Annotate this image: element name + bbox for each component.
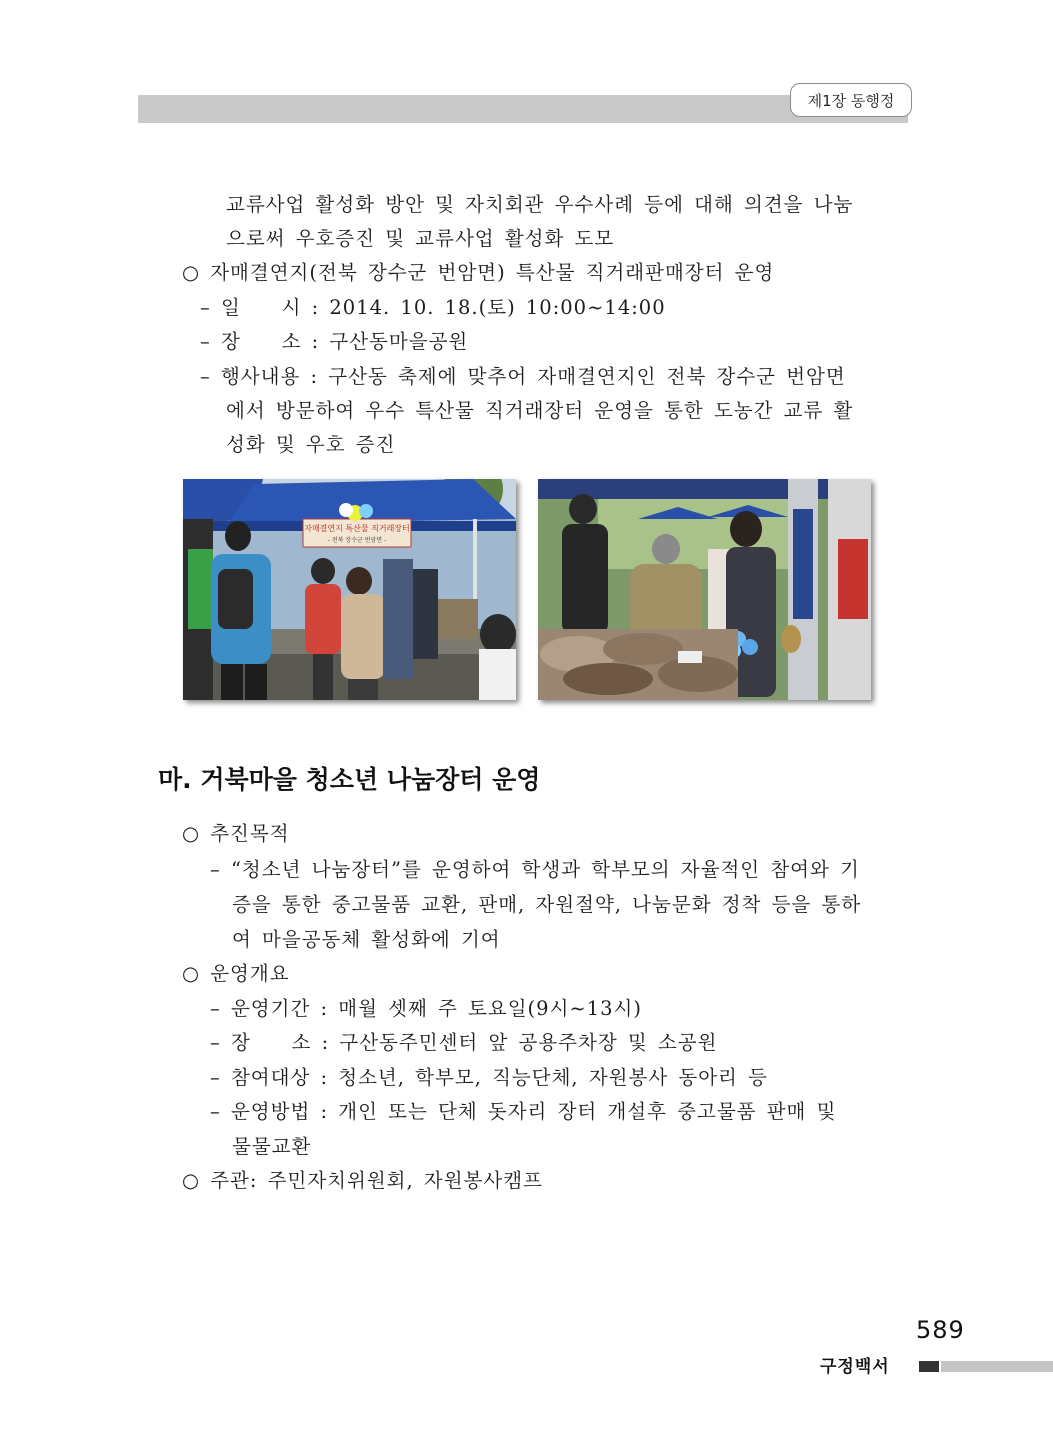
paragraph-line: 에서 방문하여 우수 특산물 직거래장터 운영을 통한 도농간 교류 활	[226, 399, 854, 422]
paragraph-line: 으로써 우호증진 및 교류사업 활성화 도모	[226, 227, 615, 250]
bullet-item: ○ 주관: 주민자치위원회, 자원봉사캠프	[182, 1169, 543, 1192]
paragraph-line: 교류사업 활성화 방안 및 자치회관 우수사례 등에 대해 의견을 나눔	[226, 193, 854, 216]
detail-period: – 운영기간 : 매월 셋째 주 토요일(9시∼13시)	[210, 997, 643, 1020]
photo-market-tent	[183, 479, 516, 700]
paragraph-line: 성화 및 우호 증진	[226, 433, 396, 456]
book-title: 구정백서	[820, 1357, 890, 1377]
detail-participants: – 참여대상 : 청소년, 학부모, 직능단체, 자원봉사 동아리 등	[210, 1066, 768, 1089]
bullet-item: ○ 운영개요	[182, 962, 290, 985]
detail-method: – 운영방법 : 개인 또는 단체 돗자리 장터 개설후 중고물품 판매 및	[210, 1100, 837, 1123]
paragraph-line: 물물교환	[232, 1135, 312, 1158]
photo-produce-stall	[538, 479, 871, 700]
paragraph-line: 여 마을공동체 활성화에 기여	[232, 928, 501, 951]
banner-text: 자매결연지 특산물 직거래장터	[304, 524, 410, 533]
detail-date: – 일 시 : 2014. 10. 18.(토) 10:00∼14:00	[200, 296, 666, 319]
detail-place: – 장 소 : 구산동주민센터 앞 공용주차장 및 소공원	[210, 1031, 718, 1054]
section-heading: 마. 거북마을 청소년 나눔장터 운영	[158, 765, 541, 794]
bullet-item: ○ 자매결연지(전북 장수군 번암면) 특산물 직거래판매장터 운영	[182, 261, 775, 284]
bullet-item: ○ 추진목적	[182, 822, 290, 845]
paragraph-line: – “청소년 나눔장터”를 운영하여 학생과 학부모의 자율적인 참여와 기	[210, 858, 860, 881]
chapter-tab: 제1장 동행정	[790, 83, 912, 117]
footer-bar	[941, 1361, 1053, 1372]
detail-place: – 장 소 : 구산동마을공원	[200, 330, 469, 353]
footer-marker	[919, 1361, 939, 1372]
page-number: 589	[916, 1316, 965, 1344]
banner-subtext: - 전북 장수군 번암면 -	[327, 537, 387, 544]
paragraph-line: 증을 통한 중고물품 교환, 판매, 자원절약, 나눔문화 정착 등을 통하	[232, 893, 862, 916]
detail-content: – 행사내용 : 구산동 축제에 맞추어 자매결연지인 전북 장수군 번암면	[200, 365, 846, 388]
